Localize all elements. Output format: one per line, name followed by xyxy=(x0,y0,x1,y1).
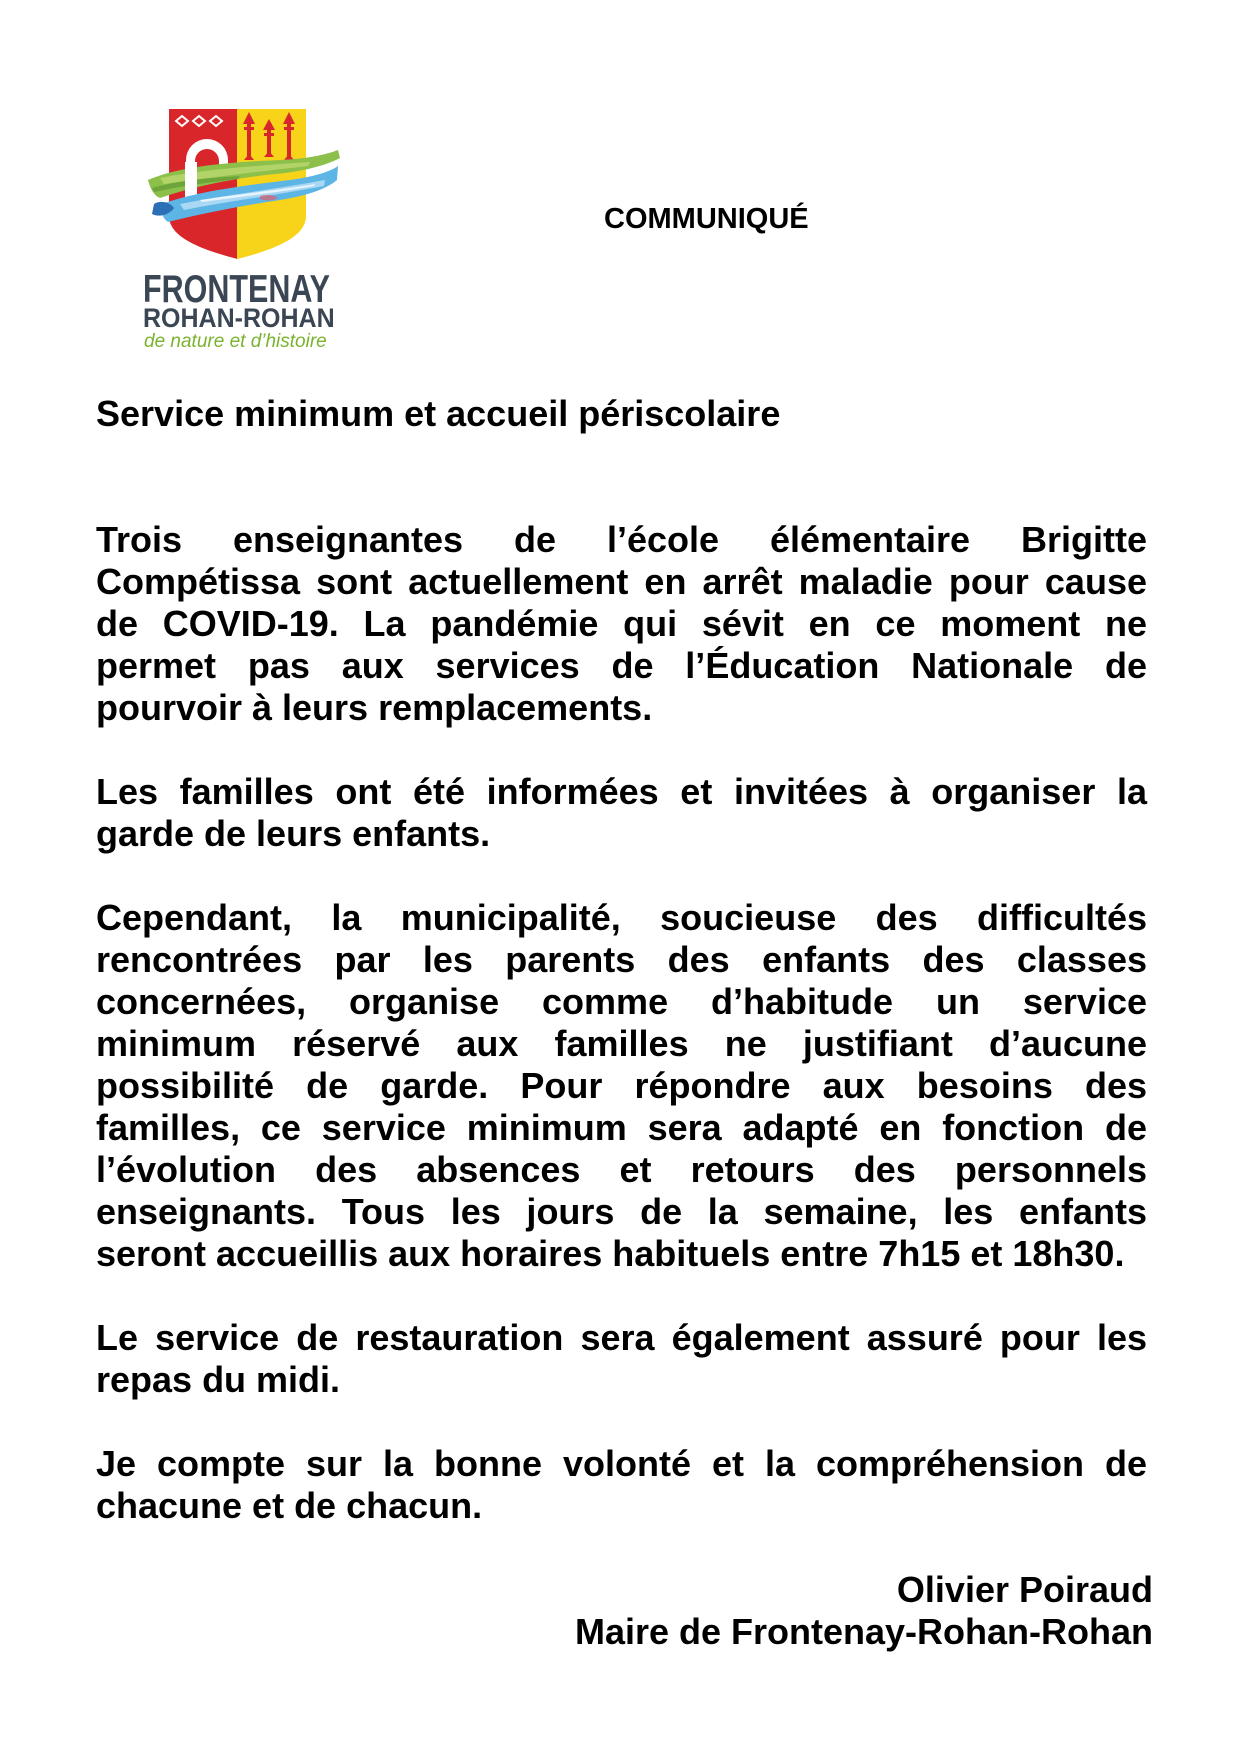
paragraph-line: Trois enseignantes de l’école élémentaire Brigitte xyxy=(96,519,1147,560)
document-body xyxy=(96,393,1153,1653)
coat-of-arms-icon xyxy=(140,100,345,265)
paragraph-line: repas du midi. xyxy=(96,1359,341,1400)
paragraph-line: Compétissa sont actuellement en arrêt maladie pour cause xyxy=(96,561,1147,602)
municipal-logo xyxy=(0,0,360,360)
paragraph-line: l’évolution des absences et retours des personnels xyxy=(96,1149,1147,1190)
paragraph-line: chacune et de chacun. xyxy=(96,1485,483,1526)
signatory-role: Maire de Frontenay-Rohan-Rohan xyxy=(574,1611,1153,1652)
document-type-label: COMMUNIQUÉ xyxy=(604,203,809,235)
pillar-icon xyxy=(185,162,197,200)
paragraph-line: Le service de restauration sera également assuré pour les xyxy=(96,1317,1147,1358)
paragraph-line: familles, ce service minimum sera adapté en fonction de xyxy=(96,1107,1147,1148)
paragraph-line: permet pas aux services de l’Éducation Nationale de xyxy=(96,645,1147,686)
paragraph-line: seront accueillis aux horaires habituels entre 7h15 et 18h30. xyxy=(96,1233,1125,1274)
paragraph-line: Je compte sur la bonne volonté et la compréhension de xyxy=(96,1443,1147,1484)
signatory-name: Olivier Poiraud xyxy=(896,1569,1153,1610)
logo-town-name-suffix: ROHAN-ROHAN xyxy=(143,303,335,334)
paragraph-line: Les familles ont été informées et invitées à organiser la xyxy=(96,771,1147,812)
paragraph xyxy=(96,897,1147,1275)
paragraph xyxy=(96,519,1147,729)
paragraph xyxy=(96,1317,1147,1401)
logo-tagline: de nature et d’histoire xyxy=(144,331,327,352)
paragraph-line: minimum réservé aux familles ne justifiant d’aucune xyxy=(96,1023,1147,1064)
paragraph-line: garde de leurs enfants. xyxy=(96,813,491,854)
paragraph xyxy=(96,1443,1147,1527)
paragraph-line: possibilité de garde. Pour répondre aux besoins des xyxy=(96,1065,1147,1106)
paragraph-line: enseignants. Tous les jours de la semaine, les enfants xyxy=(96,1191,1147,1232)
paragraph-line: Cependant, la municipalité, soucieuse des difficultés xyxy=(96,897,1147,938)
document-title: Service minimum et accueil périscolaire xyxy=(96,393,781,434)
signature-block xyxy=(96,1569,1153,1653)
logo-town-name: FRONTENAY xyxy=(143,267,330,311)
paragraph-line: de COVID-19. La pandémie qui sévit en ce moment ne xyxy=(96,603,1147,644)
paragraph xyxy=(96,771,1147,855)
paragraph-line: pourvoir à leurs remplacements. xyxy=(96,687,653,728)
paragraph-line: rencontrées par les parents des enfants des classes xyxy=(96,939,1147,980)
spears-icon xyxy=(243,112,295,160)
paragraph-line: concernées, organise comme d’habitude un service xyxy=(96,981,1147,1022)
